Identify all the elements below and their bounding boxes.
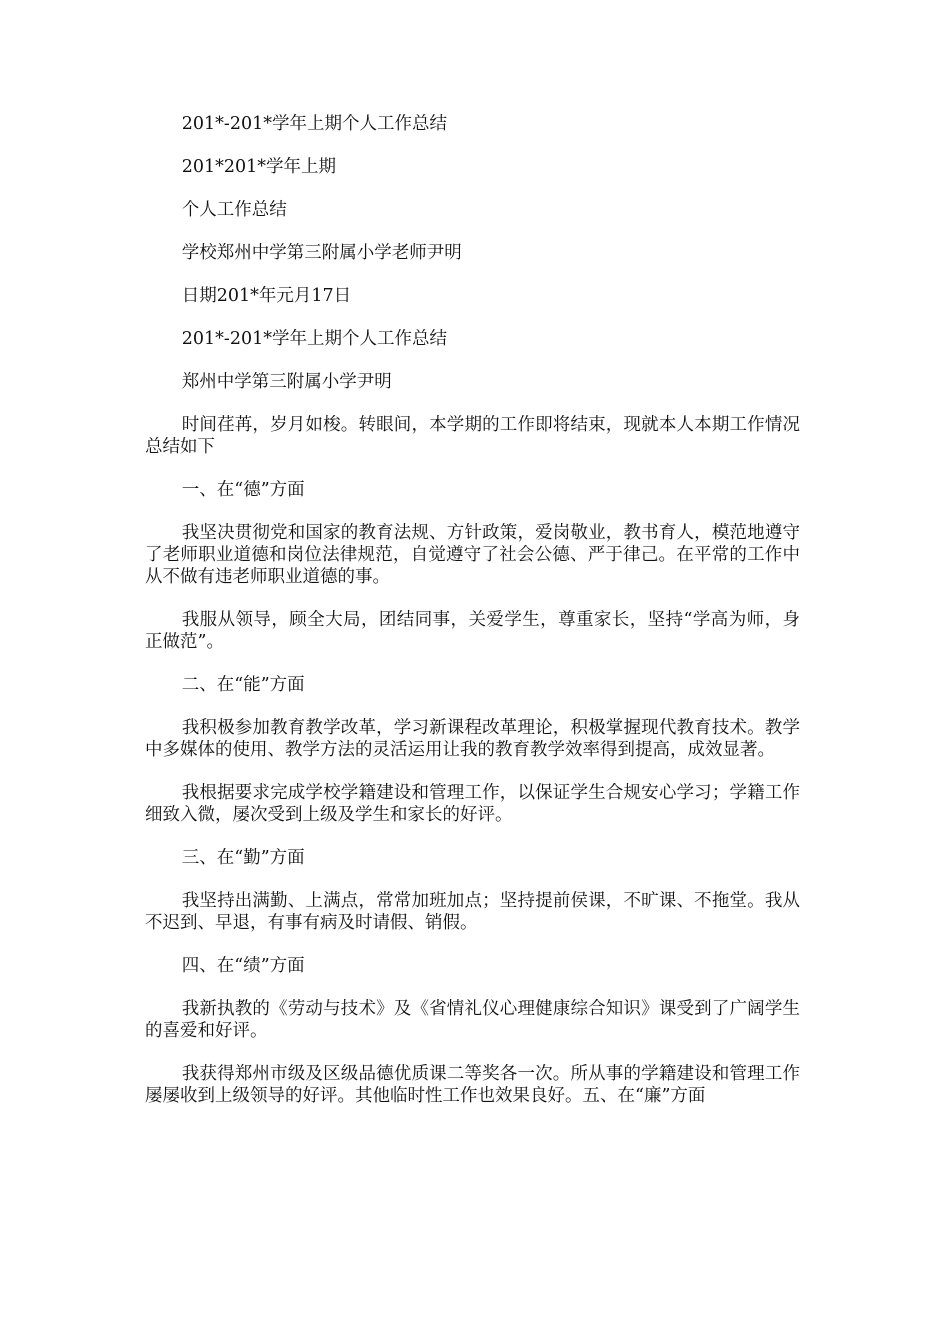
doc-title: 201*-201*学年上期个人工作总结 xyxy=(181,114,447,134)
body-paragraph: 我积极参加教育教学改革，学习新课程改革理论，积极掌握现代教育技术。教学中多媒体的使用、教学方法的灵活运用让我的教育教学效率得到提高，成效显著。 xyxy=(145,718,800,760)
section-heading-qin: 三、在“勤”方面 xyxy=(181,848,305,868)
body-paragraph: 我坚决贯彻党和国家的教育法规、方针政策，爱岗敬业，教书育人，模范地遵守了老师职业道德和岗位法律规范，自觉遵守了社会公德、严于律己。在平常的工作中从不做有违老师职业道德的事。 xyxy=(145,523,800,587)
section-heading-de: 一、在“德”方面 xyxy=(181,480,305,500)
doc-author: 郑州中学第三附属小学尹明 xyxy=(181,372,392,392)
doc-date: 日期201*年元月17日 xyxy=(181,286,352,306)
body-paragraph: 我新执教的《劳动与技术》及《省情礼仪心理健康综合知识》课受到了广阔学生的喜爱和好评。 xyxy=(145,999,800,1041)
body-paragraph: 我根据要求完成学校学籍建设和管理工作，以保证学生合规安心学习；学籍工作细致入微，屡次受到上级及学生和家长的好评。 xyxy=(145,783,800,825)
body-paragraph: 我获得郑州市级及区级品德优质课二等奖各一次。所从事的学籍建设和管理工作屡屡收到上级领导的好评。其他临时性工作也效果良好。五、在“廉”方面 xyxy=(145,1064,800,1106)
body-paragraph: 我坚持出满勤、上满点，常常加班加点；坚持提前侯课，不旷课、不拖堂。我从不迟到、早退，有事有病及时请假、销假。 xyxy=(145,891,800,933)
doc-heading: 201*-201*学年上期个人工作总结 xyxy=(181,329,447,349)
document-body xyxy=(145,113,800,1128)
intro-paragraph: 时间荏苒，岁月如梭。转眼间，本学期的工作即将结束，现就本人本期工作情况总结如下 xyxy=(145,415,800,457)
doc-term: 201*201*学年上期 xyxy=(181,157,337,177)
doc-school-teacher: 学校郑州中学第三附属小学老师尹明 xyxy=(181,243,462,263)
body-paragraph: 我服从领导，顾全大局，团结同事，关爱学生，尊重家长，坚持“学高为师，身正做范”。 xyxy=(145,610,800,652)
section-heading-ji: 四、在“绩”方面 xyxy=(181,956,305,976)
section-heading-neng: 二、在“能”方面 xyxy=(181,675,305,695)
doc-subtitle: 个人工作总结 xyxy=(181,200,287,220)
